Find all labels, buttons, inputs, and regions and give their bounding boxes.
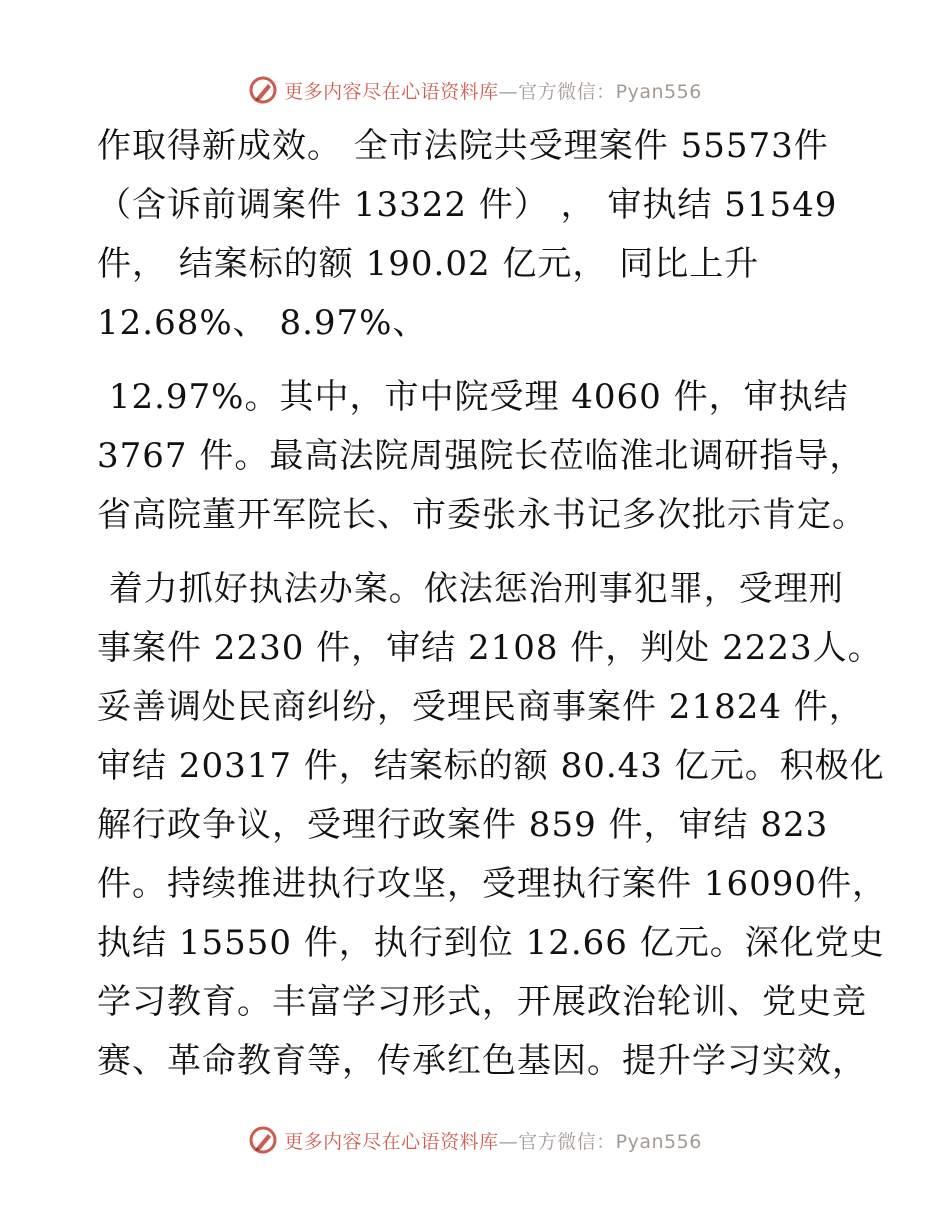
header-watermark (0, 70, 950, 110)
text-line: 事案件 2230 件，审结 2108 件，判处 2223人。 (97, 628, 883, 668)
text-line: 作取得新成效。 全市法院共受理案件 55573件 (97, 126, 829, 166)
pen-logo-icon (248, 75, 278, 105)
text-line: 赛、革命教育等，传承红色基因。提升学习实效， (97, 1041, 867, 1081)
watermark-text: 更多内容尽在心语资料库—官方微信：Pyan556 (284, 80, 702, 103)
text-line: 执结 15550 件，执行到位 12.66 亿元。深化党史 (97, 923, 885, 963)
text-line: 省高院董开军院长、市委张永书记多次批示肯定。 (97, 495, 867, 535)
text-line: （含诉前调案件 13322 件） ， 审执结 51549 (97, 185, 838, 225)
footer-watermark (0, 1120, 950, 1160)
pen-logo-icon (248, 1125, 278, 1155)
watermark-text: 更多内容尽在心语资料库—官方微信：Pyan556 (284, 1130, 702, 1153)
text-line: 12.97%。其中，市中院受理 4060 件，审执结 (97, 377, 849, 417)
text-line: 3767 件。最高法院周强院长莅临淮北调研指导， (97, 436, 865, 476)
text-line: 审结 20317 件，结案标的额 80.43 亿元。积极化 (97, 746, 885, 786)
text-line: 解行政争议，受理行政案件 859 件，审结 823 (97, 805, 829, 845)
text-line: 着力抓好执法办案。依法惩治刑事犯罪，受理刑 (97, 569, 844, 609)
text-line: 12.68%、 8.97%、 (97, 303, 428, 343)
text-line: 学习教育。丰富学习形式，开展政治轮训、党史竞 (97, 982, 867, 1022)
text-line: 妥善调处民商纠纷，受理民商事案件 21824 件， (97, 687, 864, 727)
text-line: 件。持续推进执行攻坚，受理执行案件 16090件， (97, 864, 887, 904)
text-line: 件， 结案标的额 190.02 亿元， 同比上升 (97, 244, 760, 284)
